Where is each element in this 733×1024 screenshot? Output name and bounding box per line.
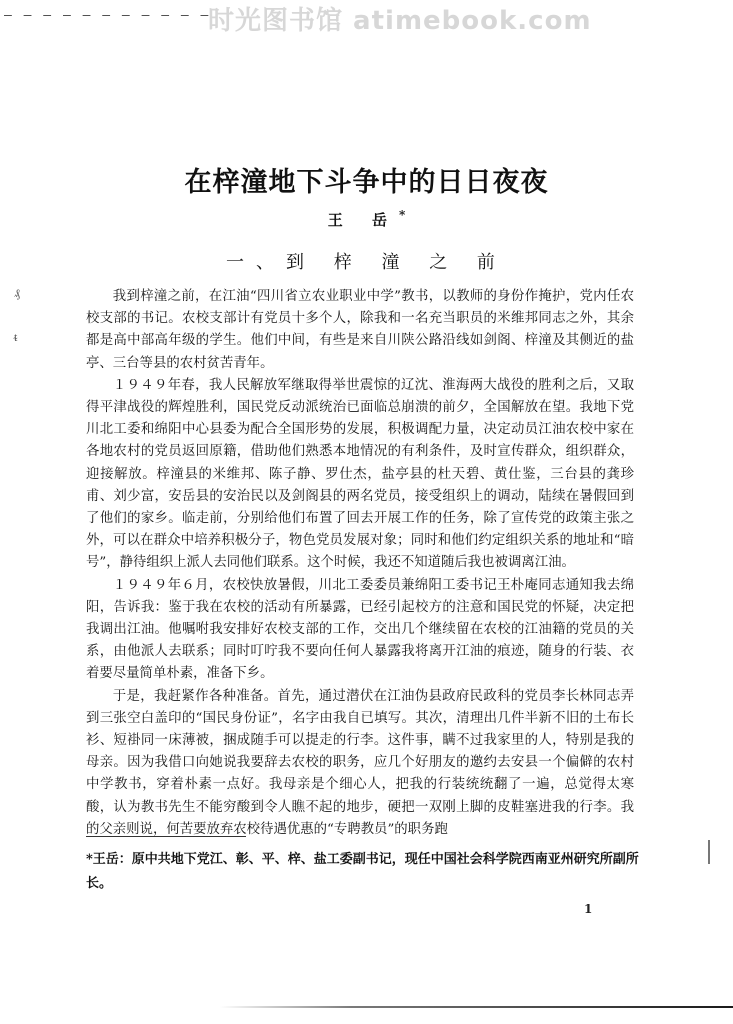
page-title: 在梓潼地下斗争中的日日夜夜 bbox=[184, 167, 549, 198]
margin-mark-top: ₰ bbox=[14, 286, 20, 300]
page-number: 1 bbox=[584, 902, 593, 916]
paragraph: 我到梓潼之前，在江油“四川省立农业职业中学”教书，以教师的身份作掩护，党内任农校支部的书记。农校支部计有党员十多个人，除我和一名充当职员的米维邦同志之外，其余都是高中部高年级的学生。他们中间，有些是来自川陕公路沿线如剑阁、梓潼及其侧近的盐亭、三台等县的农村贫苦青年。 bbox=[86, 289, 634, 371]
top-edge-dashes: — — — — — — — — — — — bbox=[4, 8, 211, 23]
watermark: 时光图书馆 atimebook.com bbox=[208, 6, 592, 36]
author-line bbox=[0, 208, 733, 230]
paragraph: １９４９年６月，农校快放暑假，川北工委委员兼绵阳工委书记王朴庵同志通知我去绵阳，告诉我：鉴于我在农校的活动有所暴露，已经引起校方的注意和国民党的怀疑，决定把我调出江油。他嘱咐我安排好农校支部的工作，交出几个继续留在农校的江油籍的党员的关系，由他派人去联系；同时叮咛我不要向任何人暴露我将离开江油的痕迹，随身的行装、衣着要尽量简单朴素，准备下乡。 bbox=[86, 577, 634, 682]
margin-mark-second: ᵵ bbox=[14, 330, 18, 344]
section-heading: 一、到 梓 潼 之 前 bbox=[226, 252, 507, 273]
footnote-divider bbox=[86, 836, 246, 837]
footnote: *王岳：原中共地下党江、彰、平、梓、盐工委副书记，现任中国社会科学院西南亚州研究所副所长。 bbox=[86, 852, 639, 891]
author-footnote-marker: * bbox=[398, 208, 406, 222]
paragraph: １９４９年春，我人民解放军继取得举世震惊的辽沈、淮海两大战役的胜利之后，又取得平津战役的辉煌胜利，国民党反动派统治已面临总崩溃的前夕，全国解放在望。我地下党川北工委和绵阳中心县委为配合全国形势的发展，积极调配力量，决定动员江油农校中家在各地农村的党员返回原籍，借助他们熟悉本地情况的有利条件，及时宣传群众，组织群众，迎接解放。梓潼县的米维邦、陈子静、罗仕杰，盐亭县的杜天碧、黄仕鉴，三台县的龚珍甫、刘少富，安岳县的安治民以及剑阁县的两名党员，接受组织上的调动，陆续在暑假回到了他们的家乡。临走前，分别给他们布置了回去开展工作的任务，除了宣传党的政策主张之外，可以在群众中培养积极分子，物色党员发展对象；同时和他们约定组织关系的地址和“暗号”，静待组织上派人去同他们联系。这个时候，我还不知道随后我也被调离江油。 bbox=[86, 377, 634, 571]
scan-edge-line bbox=[0, 1006, 733, 1008]
scan-mark bbox=[708, 840, 710, 864]
article-body bbox=[86, 286, 634, 841]
paragraph: 于是，我赶紧作各种准备。首先，通过潜伏在江油伪县政府民政科的党员李长林同志弄到三张空白盖印的“国民身份证”，名字由我自已填写。其次，清理出几件半新不旧的土布长衫、短褂同一床薄被，捆成随手可以提走的行李。这件事，瞒不过我家里的人，特别是我的母亲。因为我借口向她说我要辞去农校的职务，应几个好朋友的邀约去安县一个偏僻的农村中学教书，穿着朴素一点好。我母亲是个细心人，把我的行装统统翻了一遍，总觉得太寒酸，认为教书先生不能穷酸到令人瞧不起的地步，硬把一双刚上脚的皮鞋塞进我的行李。我的父亲则说，何苦要放弃农校待遇优惠的“专聘教员”的职务跑 bbox=[86, 688, 634, 837]
author-name: 王 岳 bbox=[327, 211, 399, 229]
